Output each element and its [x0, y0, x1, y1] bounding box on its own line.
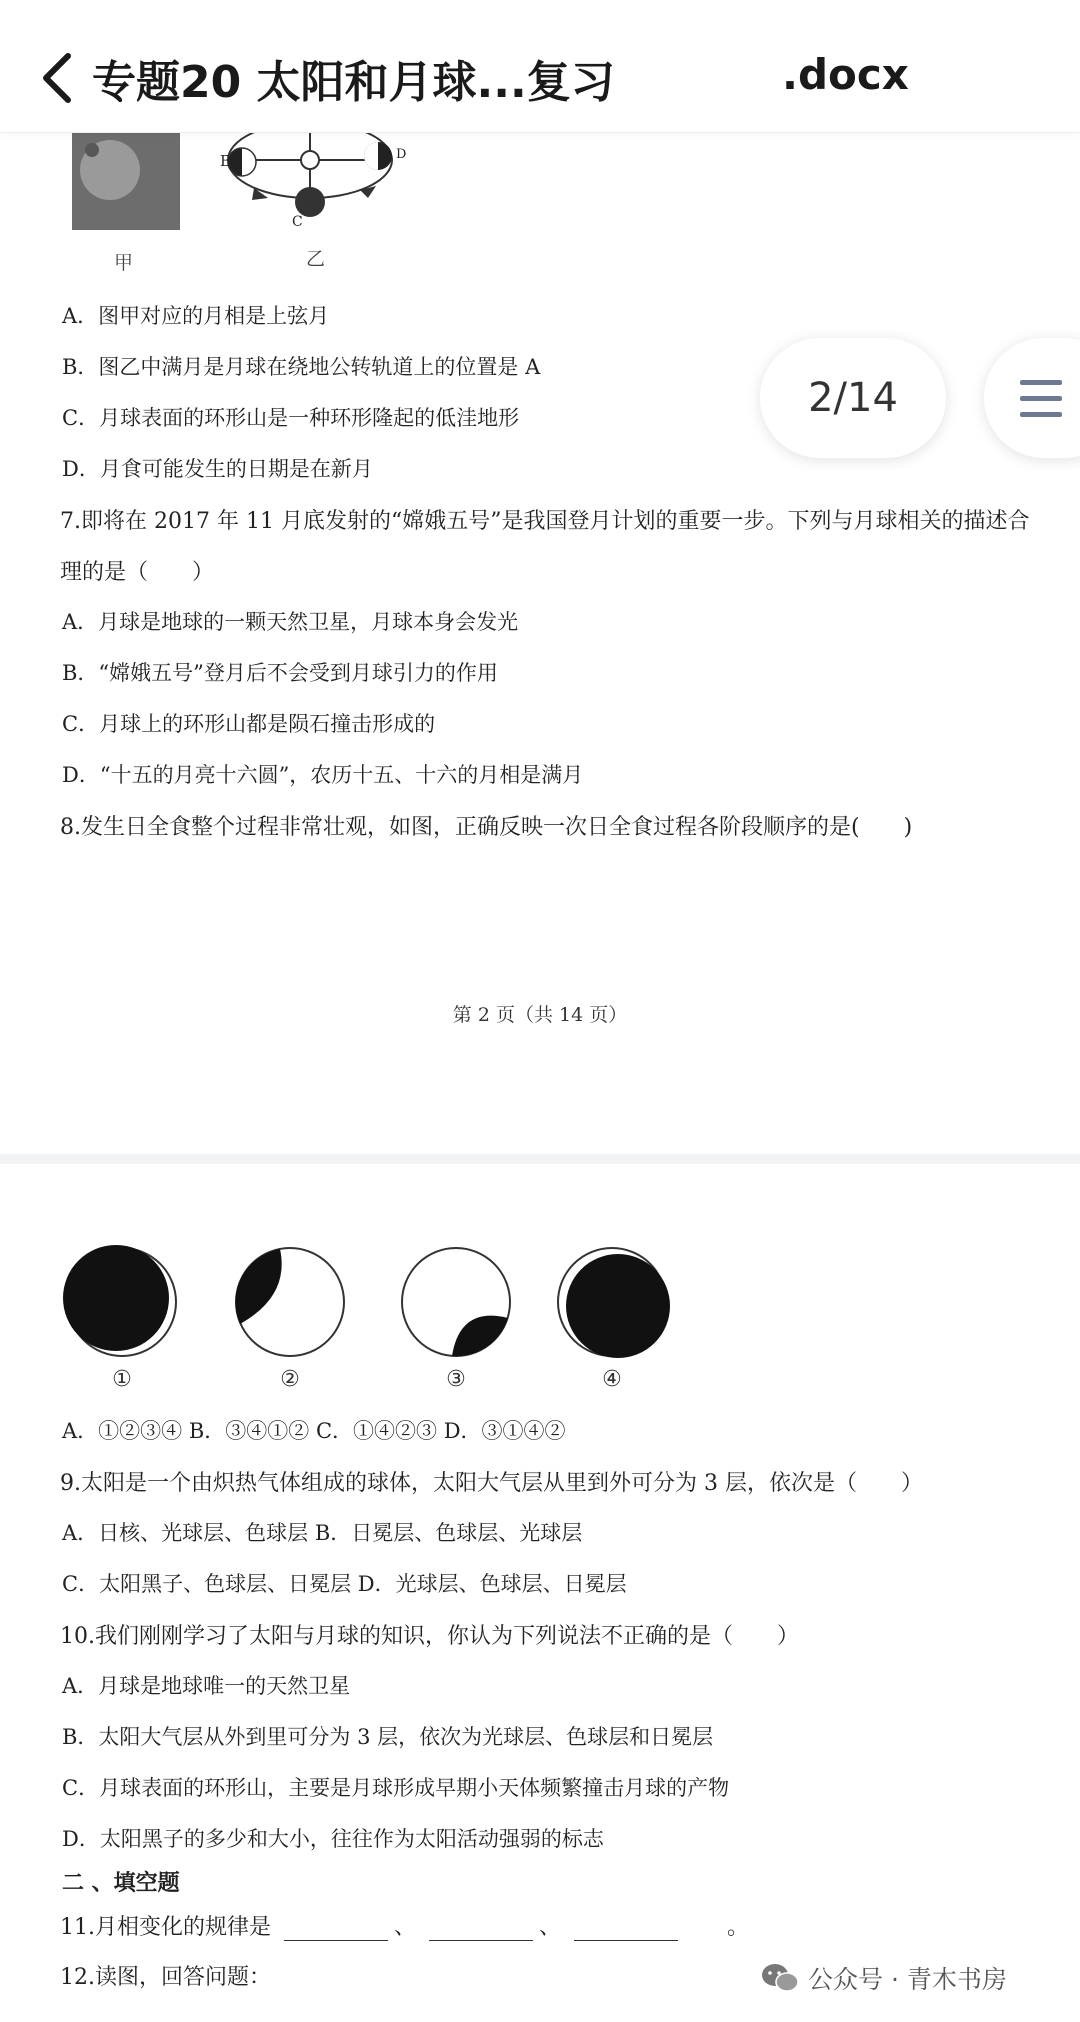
section-title: 二 、填空题	[62, 1871, 180, 1896]
watermark	[760, 1960, 1007, 1996]
option-line: C．太阳黑子、色球层、日冕层 D．光球层、色球层、日冕层	[62, 1572, 627, 1596]
wechat-icon	[760, 1962, 800, 1994]
document-extension: .docx	[782, 50, 909, 99]
option-line: B．“嫦娥五号”登月后不会受到月球引力的作用	[62, 661, 498, 685]
question-11-prefix: 11.月相变化的规律是	[60, 1915, 271, 1940]
question-11-end: 。	[727, 1915, 750, 1940]
menu-button[interactable]	[984, 338, 1080, 458]
option-line: B．图乙中满月是月球在绕地公转轨道上的位置是 A	[62, 355, 541, 379]
question-7-cont: 理的是（ ）	[60, 560, 215, 585]
question-10: 10.我们刚刚学习了太阳与月球的知识，你认为下列说法不正确的是（ ）	[60, 1624, 799, 1649]
option-line: A．①②③④ B．③④①② C．①④②③ D．③①④②	[62, 1419, 566, 1443]
eclipse-label-2: ②	[280, 1367, 300, 1392]
eclipse-phase-2	[235, 1248, 344, 1356]
eclipse-phase-1	[63, 1245, 176, 1356]
orbit-letter-c: C	[292, 214, 303, 230]
eclipse-label-1: ①	[112, 1367, 132, 1392]
eclipse-phase-4	[558, 1248, 670, 1358]
back-arrow-icon[interactable]	[38, 50, 78, 106]
option-line: A．日核、光球层、色球层 B．日冕层、色球层、光球层	[62, 1521, 583, 1545]
figure-label-jia: 甲	[114, 252, 134, 274]
answer-blank	[574, 1920, 678, 1941]
option-line: A．月球是地球唯一的天然卫星	[62, 1674, 351, 1698]
option-line: C．月球上的环形山都是陨石撞击形成的	[62, 712, 436, 736]
question-11	[60, 1910, 749, 1941]
question-8: 8.发生日全食整个过程非常壮观，如图，正确反映一次日全食过程各阶段顺序的是( )	[60, 815, 913, 840]
option-line: A．图甲对应的月相是上弦月	[62, 304, 330, 328]
option-line: D．“十五的月亮十六圆”，农历十五、十六的月相是满月	[62, 763, 584, 787]
figure-label-yi: 乙	[306, 248, 326, 270]
watermark-text: 公众号 · 青木书房	[808, 1965, 1007, 1994]
blank-separator: 、	[394, 1915, 417, 1940]
option-line: A．月球是地球的一颗天然卫星，月球本身会发光	[62, 610, 519, 634]
page-footer: 第 2 页（共 14 页）	[452, 1004, 628, 1026]
solar-eclipse-diagram	[60, 1236, 680, 1396]
orbit-letter-d: D	[396, 147, 407, 162]
question-9: 9.太阳是一个由炽热气体组成的球体，太阳大气层从里到外可分为 3 层，依次是（ ）	[60, 1471, 923, 1496]
page-separator	[0, 1154, 1080, 1164]
orbit-letter-b: B	[220, 152, 232, 170]
question-12: 12.读图，回答问题：	[60, 1965, 271, 1990]
answer-blank	[429, 1920, 533, 1941]
answer-blank	[284, 1920, 388, 1941]
page-indicator[interactable]: 2/14	[760, 338, 946, 458]
top-bar	[0, 0, 1080, 133]
eclipse-label-3: ③	[446, 1367, 466, 1392]
option-line: D．太阳黑子的多少和大小，往往作为太阳活动强弱的标志	[62, 1827, 604, 1851]
eclipse-phase-3	[402, 1248, 510, 1356]
document-title: 专题20 太阳和月球...复习	[92, 57, 615, 108]
eclipse-label-4: ④	[602, 1367, 622, 1392]
option-line: B．太阳大气层从外到里可分为 3 层，依次为光球层、色球层和日冕层	[62, 1725, 714, 1749]
question-7: 7.即将在 2017 年 11 月底发射的“嫦娥五号”是我国登月计划的重要一步。下列与月球相关的描述合	[60, 509, 1030, 534]
option-line: C．月球表面的环形山，主要是月球形成早期小天体频繁撞击月球的产物	[62, 1776, 730, 1800]
option-line: C．月球表面的环形山是一种环形隆起的低洼地形	[62, 406, 520, 430]
blank-separator: 、	[539, 1915, 562, 1940]
option-line: D．月食可能发生的日期是在新月	[62, 457, 373, 481]
